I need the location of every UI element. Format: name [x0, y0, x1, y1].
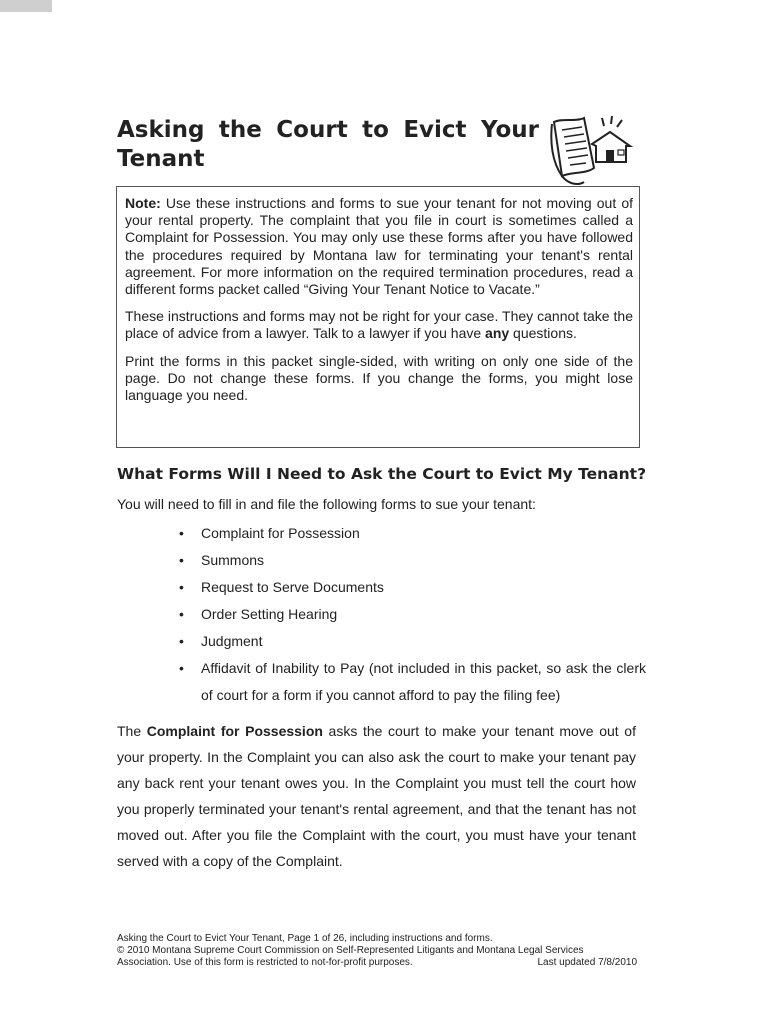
list-item-text: Summons [201, 552, 265, 568]
complaint-paragraph [117, 718, 636, 874]
footer-page-line: Asking the Court to Evict Your Tenant, Page 1 of 26, including instructions and forms. [117, 933, 493, 944]
advice-text-end: questions. [509, 325, 577, 342]
title-line-2: Tenant [117, 146, 205, 172]
list-item-text: Order Setting Hearing [201, 606, 338, 622]
bullet-icon: • [179, 633, 184, 649]
list-item [176, 520, 646, 547]
list-item [176, 574, 646, 601]
bullet-icon: • [179, 606, 184, 622]
advice-emphasis: any [485, 325, 510, 342]
advice-paragraph [125, 308, 633, 342]
advice-text: These instructions and forms may not be right for your case. They cannot take the place of advice from a lawyer. Talk to a lawyer if you have [125, 308, 633, 342]
complaint-text-start: The [117, 723, 147, 739]
intro-text: You will need to fill in and file the following forms to sue your tenant: [117, 496, 536, 512]
note-text: Use these instructions and forms to sue your tenant for not moving out of your rental property. The complaint that you file in court is sometimes called a Complaint for Possession. You may only use these forms after you have followed the procedures required by Montana law for terminating your tenant's rental agreement. For more information on the required termination procedures, read a different forms packet called “Giving Your Tenant Notice to Vacate.” [125, 195, 633, 298]
bullet-icon: • [179, 552, 184, 568]
footer-usage-line: Association. Use of this form is restricted to not-for-profit purposes. [117, 957, 413, 968]
title-word: Asking [117, 117, 205, 143]
list-item-text: Affidavit of Inability to Pay (not included in this packet, so ask the clerk of court for a form if you cannot afford to pay the filing fee) [201, 660, 646, 703]
print-paragraph: Print the forms in this packet single-sided, with writing on only one side of the page. Do not change these forms. If you change the forms, you might lose language you need. [125, 352, 633, 404]
title-line-1 [117, 116, 539, 145]
list-item-text: Judgment [201, 633, 263, 649]
footer-updated: Last updated 7/8/2010 [537, 957, 637, 968]
section-heading: What Forms Will I Need to Ask the Court to Evict My Tenant? [117, 465, 647, 483]
list-item [176, 547, 646, 574]
note-paragraph [125, 195, 633, 298]
forms-list [176, 520, 646, 709]
title-word: the [218, 117, 262, 143]
page-title [117, 116, 547, 174]
complaint-text: asks the court to make your tenant move out of your property. In the Complaint you can also ask the court to make your tenant pay any back rent your tenant owes you. In the Complaint you must tell the court how you properly terminated your tenant's rental agreement, and that the tenant has not moved out. After you file the Complaint with the court, you must have your tenant served with a copy of the Complaint. [117, 723, 636, 869]
list-item [176, 628, 646, 655]
complaint-emphasis: Complaint for Possession [146, 723, 323, 739]
bullet-icon: • [179, 579, 184, 595]
scan-artifact [0, 0, 52, 12]
list-item-text: Request to Serve Documents [201, 579, 384, 595]
title-word: Evict [403, 117, 467, 143]
note-box [116, 186, 640, 448]
list-item [176, 655, 646, 709]
scroll-with-house-icon [548, 112, 638, 190]
list-item [176, 601, 646, 628]
list-item-text: Complaint for Possession [201, 525, 360, 541]
bullet-icon: • [179, 660, 184, 676]
title-word: Your [480, 117, 539, 143]
footer-row [117, 957, 637, 969]
footer-copyright-line: © 2010 Montana Supreme Court Commission on Self-Represented Litigants and Montana Legal Services [117, 945, 584, 956]
title-word: Court [276, 117, 348, 143]
footer [117, 933, 637, 969]
note-label: Note: [125, 195, 161, 211]
title-word: to [362, 117, 389, 143]
bullet-icon: • [179, 525, 184, 541]
